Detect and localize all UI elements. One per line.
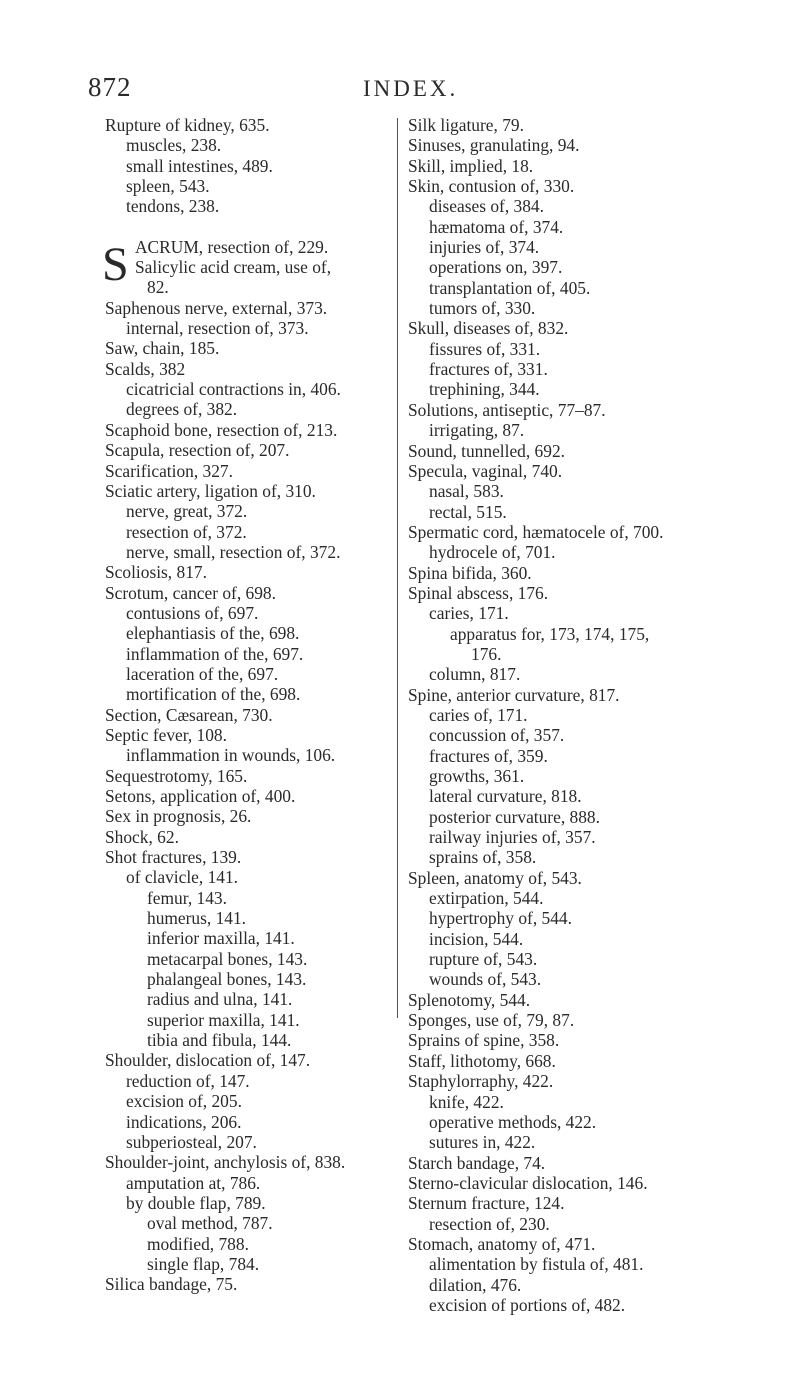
- index-subentry: internal, resection of, 373.: [126, 318, 309, 339]
- index-subentry: resection of, 372.: [126, 521, 247, 542]
- index-subentry: subperiosteal, 207.: [126, 1131, 257, 1152]
- index-entry: [105, 217, 391, 237]
- index-entry: Sinuses, granulating, 94.: [408, 135, 580, 156]
- index-entry: Shoulder, dislocation of, 147.: [105, 1050, 311, 1071]
- index-entry: Scapula, resection of, 207.: [105, 440, 290, 461]
- index-subentry: sutures in, 422.: [429, 1132, 536, 1153]
- index-subentry: transplantation of, 405.: [429, 277, 591, 298]
- index-subentry: spleen, 543.: [126, 176, 210, 197]
- index-entry: Sequestrotomy, 165.: [105, 765, 248, 786]
- index-entry: Shot fractures, 139.: [105, 847, 242, 868]
- index-subentry: alimentation by fistula of, 481.: [429, 1254, 644, 1275]
- index-subentry: superior maxilla, 141.: [147, 1009, 300, 1030]
- index-entry: Salicylic acid cream, use of,: [135, 257, 332, 278]
- page-number: 872: [88, 72, 132, 102]
- index-subentry: mortification of the, 698.: [126, 684, 301, 705]
- index-subentry: modified, 788.: [147, 1233, 249, 1254]
- index-subentry: by double flap, 789.: [126, 1192, 266, 1213]
- index-subentry: nerve, small, resection of, 372.: [126, 541, 341, 562]
- index-entry: Sternum fracture, 124.: [408, 1193, 565, 1214]
- index-entry: Sex in prognosis, 26.: [105, 806, 252, 827]
- index-subentry: tibia and fibula, 144.: [147, 1030, 292, 1051]
- index-subentry: indications, 206.: [126, 1111, 242, 1132]
- index-entry: Spinal abscess, 176.: [408, 582, 549, 603]
- index-entry: Sterno-clavicular dislocation, 146.: [408, 1172, 648, 1193]
- index-subentry: humerus, 141.: [147, 908, 247, 929]
- index-entry: Saw, chain, 185.: [105, 338, 220, 359]
- index-subentry: cicatricial contractions in, 406.: [126, 379, 341, 400]
- index-entry: Spina bifida, 360.: [408, 562, 532, 583]
- index-subentry: lateral curvature, 818.: [429, 786, 582, 807]
- index-entry: Shock, 62.: [105, 826, 179, 847]
- index-subentry: small intestines, 489.: [126, 155, 273, 176]
- index-subentry: phalangeal bones, 143.: [147, 969, 307, 990]
- index-entry: Solutions, antiseptic, 77–87.: [408, 399, 606, 420]
- index-subentry: metacarpal bones, 143.: [147, 948, 308, 969]
- index-entry: Spermatic cord, hæmatocele of, 700.: [408, 521, 664, 542]
- column-divider: [397, 118, 398, 1018]
- index-subentry: excision of portions of, 482.: [429, 1294, 626, 1315]
- index-subentry: amputation at, 786.: [126, 1172, 261, 1193]
- index-subentry: resection of, 230.: [429, 1213, 550, 1234]
- index-entry: Silica bandage, 75.: [105, 1274, 238, 1295]
- index-subentry: laceration of the, 697.: [126, 663, 279, 684]
- index-entry: Staff, lithotomy, 668.: [408, 1050, 556, 1071]
- index-entry: Scoliosis, 817.: [105, 562, 207, 583]
- index-subentry: reduction of, 147.: [126, 1070, 250, 1091]
- running-head: INDEX.: [363, 76, 459, 101]
- index-subentry: excision of, 205.: [126, 1091, 242, 1112]
- index-entry: Rupture of kidney, 635.: [105, 115, 270, 135]
- index-subentry: trephining, 344.: [429, 379, 540, 400]
- index-subentry: contusions of, 697.: [126, 602, 259, 623]
- index-subentry: 176.: [471, 643, 502, 664]
- index-subentry: degrees of, 382.: [126, 399, 238, 420]
- index-entry: Skin, contusion of, 330.: [408, 176, 575, 197]
- index-subentry: caries, 171.: [429, 603, 509, 624]
- index-entry: Saphenous nerve, external, 373.: [105, 297, 328, 318]
- index-subentry: 82.: [147, 277, 169, 298]
- index-subentry: posterior curvature, 888.: [429, 806, 600, 827]
- index-subentry: dilation, 476.: [429, 1274, 522, 1295]
- index-subentry: sprains of, 358.: [429, 847, 537, 868]
- index-entry: Shoulder-joint, anchylosis of, 838.: [105, 1152, 346, 1173]
- index-subentry: fissures of, 331.: [429, 338, 541, 359]
- index-column-left: [102, 115, 391, 1295]
- index-entry: Sciatic artery, ligation of, 310.: [105, 480, 316, 501]
- index-entry: Skill, implied, 18.: [408, 155, 534, 176]
- index-subentry: femur, 143.: [147, 887, 227, 908]
- index-subentry: knife, 422.: [429, 1091, 504, 1112]
- index-subentry: fractures of, 359.: [429, 745, 548, 766]
- index-entry: Spleen, anatomy of, 543.: [408, 867, 582, 888]
- index-subentry: hydrocele of, 701.: [429, 542, 556, 563]
- index-entry: Scaphoid bone, resection of, 213.: [105, 419, 338, 440]
- index-entry: Skull, diseases of, 832.: [408, 318, 569, 339]
- index-entry: Silk ligature, 79.: [408, 115, 524, 135]
- index-subentry: column, 817.: [429, 664, 521, 685]
- index-entry: Scrotum, cancer of, 698.: [105, 582, 276, 603]
- index-subentry: inferior maxilla, 141.: [147, 928, 295, 949]
- index-subentry: incision, 544.: [429, 928, 524, 949]
- index-subentry: nerve, great, 372.: [126, 501, 248, 522]
- index-subentry: fractures of, 331.: [429, 359, 548, 380]
- index-entry: Starch bandage, 74.: [408, 1152, 546, 1173]
- index-column-right: [408, 115, 798, 1315]
- index-subentry: rectal, 515.: [429, 501, 507, 522]
- index-entry: Sound, tunnelled, 692.: [408, 440, 565, 461]
- index-entry: Section, Cæsarean, 730.: [105, 704, 273, 725]
- index-subentry: tendons, 238.: [126, 196, 220, 217]
- index-subentry: hæmatoma of, 374.: [429, 216, 564, 237]
- index-entry: Staphylorraphy, 422.: [408, 1071, 554, 1092]
- index-entry: Septic fever, 108.: [105, 724, 227, 745]
- index-entry-text: ACRUM, resection of, 229.: [135, 236, 329, 257]
- index-entry: Stomach, anatomy of, 471.: [408, 1233, 596, 1254]
- index-subentry: muscles, 238.: [126, 135, 222, 156]
- index-subentry: operative methods, 422.: [429, 1111, 597, 1132]
- index-subentry: operations on, 397.: [429, 257, 563, 278]
- index-subentry: injuries of, 374.: [429, 237, 540, 258]
- index-subentry: railway injuries of, 357.: [429, 827, 596, 848]
- index-entry: Scarification, 327.: [105, 460, 233, 481]
- index-subentry: nasal, 583.: [429, 481, 504, 502]
- index-subentry: inflammation in wounds, 106.: [126, 745, 336, 766]
- index-entry: Setons, application of, 400.: [105, 786, 296, 806]
- index-subentry: concussion of, 357.: [429, 725, 565, 746]
- index-subentry: of clavicle, 141.: [126, 867, 239, 888]
- index-subentry: elephantiasis of the, 698.: [126, 623, 300, 644]
- index-subentry: diseases of, 384.: [429, 196, 544, 217]
- index-entry: Sponges, use of, 79, 87.: [408, 1010, 575, 1031]
- index-subentry: growths, 361.: [429, 766, 525, 786]
- index-subentry: apparatus for, 173, 174, 175,: [450, 623, 650, 644]
- index-subentry: oval method, 787.: [147, 1213, 273, 1234]
- index-entry: Specula, vaginal, 740.: [408, 460, 563, 481]
- index-subentry: single flap, 784.: [147, 1253, 260, 1274]
- index-subentry: inflammation of the, 697.: [126, 643, 304, 664]
- index-entry: Spine, anterior curvature, 817.: [408, 684, 620, 705]
- index-subentry: hypertrophy of, 544.: [429, 908, 572, 929]
- index-subentry: irrigating, 87.: [429, 420, 525, 441]
- index-subentry: tumors of, 330.: [429, 298, 536, 319]
- index-subentry: rupture of, 543.: [429, 949, 538, 970]
- index-entry: Sprains of spine, 358.: [408, 1030, 560, 1051]
- index-subentry: extirpation, 544.: [429, 888, 544, 909]
- index-subentry: radius and ulna, 141.: [147, 989, 293, 1010]
- index-entry: Splenotomy, 544.: [408, 989, 531, 1010]
- index-entry: Scalds, 382: [105, 358, 186, 379]
- index-subentry: caries of, 171.: [429, 704, 528, 725]
- index-subentry: wounds of, 543.: [429, 969, 542, 990]
- drop-cap-letter: S: [102, 237, 129, 291]
